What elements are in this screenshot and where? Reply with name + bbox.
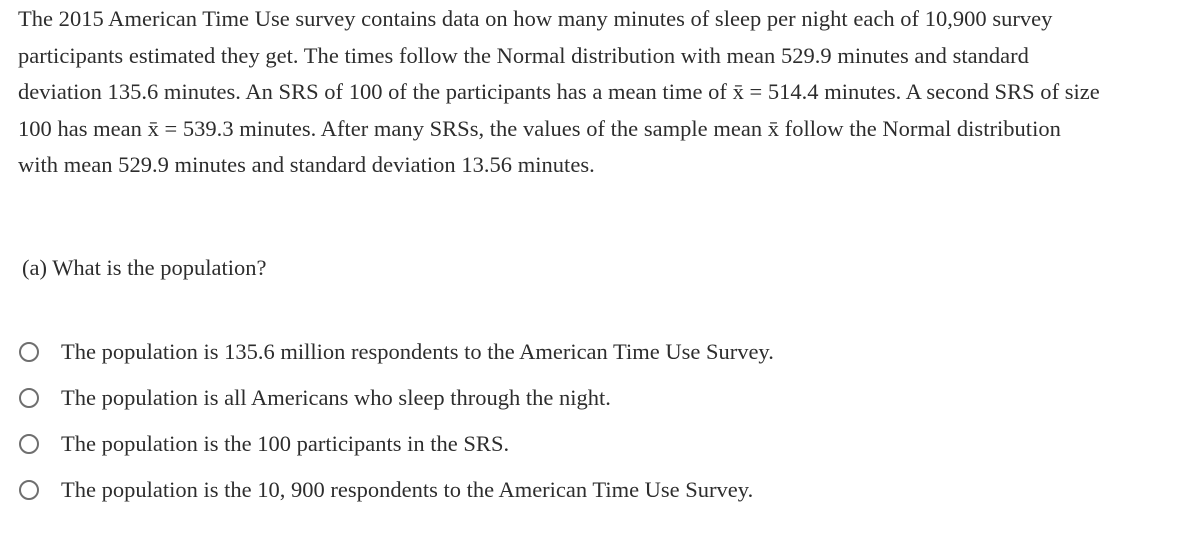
answer-option-label: The population is all Americans who sleep through the night. — [61, 385, 611, 410]
problem-statement — [18, 1, 1188, 184]
question-prompt: (a) What is the population? — [22, 255, 267, 280]
problem-statement-line: deviation 135.6 minutes. An SRS of 100 of the participants has a mean time of x̄ = 514.4 minutes. A second SRS of size — [18, 79, 1100, 104]
answer-option-label: The population is the 10, 900 respondents to the American Time Use Survey. — [61, 477, 754, 502]
answer-option-label: The population is the 100 participants in the SRS. — [61, 431, 510, 456]
problem-statement-line: The 2015 American Time Use survey contains data on how many minutes of sleep per night each of 10,900 survey — [18, 6, 1053, 31]
problem-statement-line: 100 has mean x̄ = 539.3 minutes. After many SRSs, the values of the sample mean x̄ follow the Normal distribution — [18, 115, 1061, 141]
radio-button[interactable] — [19, 434, 39, 454]
problem-statement-line: participants estimated they get. The times follow the Normal distribution with mean 529.9 minutes and standard — [18, 42, 1029, 68]
radio-button[interactable] — [19, 342, 39, 362]
answer-option-2[interactable] — [19, 375, 774, 421]
answer-option-3[interactable] — [19, 421, 774, 467]
answer-option-4[interactable] — [19, 467, 774, 513]
problem-statement-line: with mean 529.9 minutes and standard deviation 13.56 minutes. — [18, 152, 595, 177]
radio-button[interactable] — [19, 388, 39, 408]
answer-option-1[interactable] — [19, 329, 774, 375]
answer-options — [19, 329, 774, 513]
radio-button[interactable] — [19, 480, 39, 500]
answer-option-label: The population is 135.6 million respondents to the American Time Use Survey. — [61, 339, 774, 364]
